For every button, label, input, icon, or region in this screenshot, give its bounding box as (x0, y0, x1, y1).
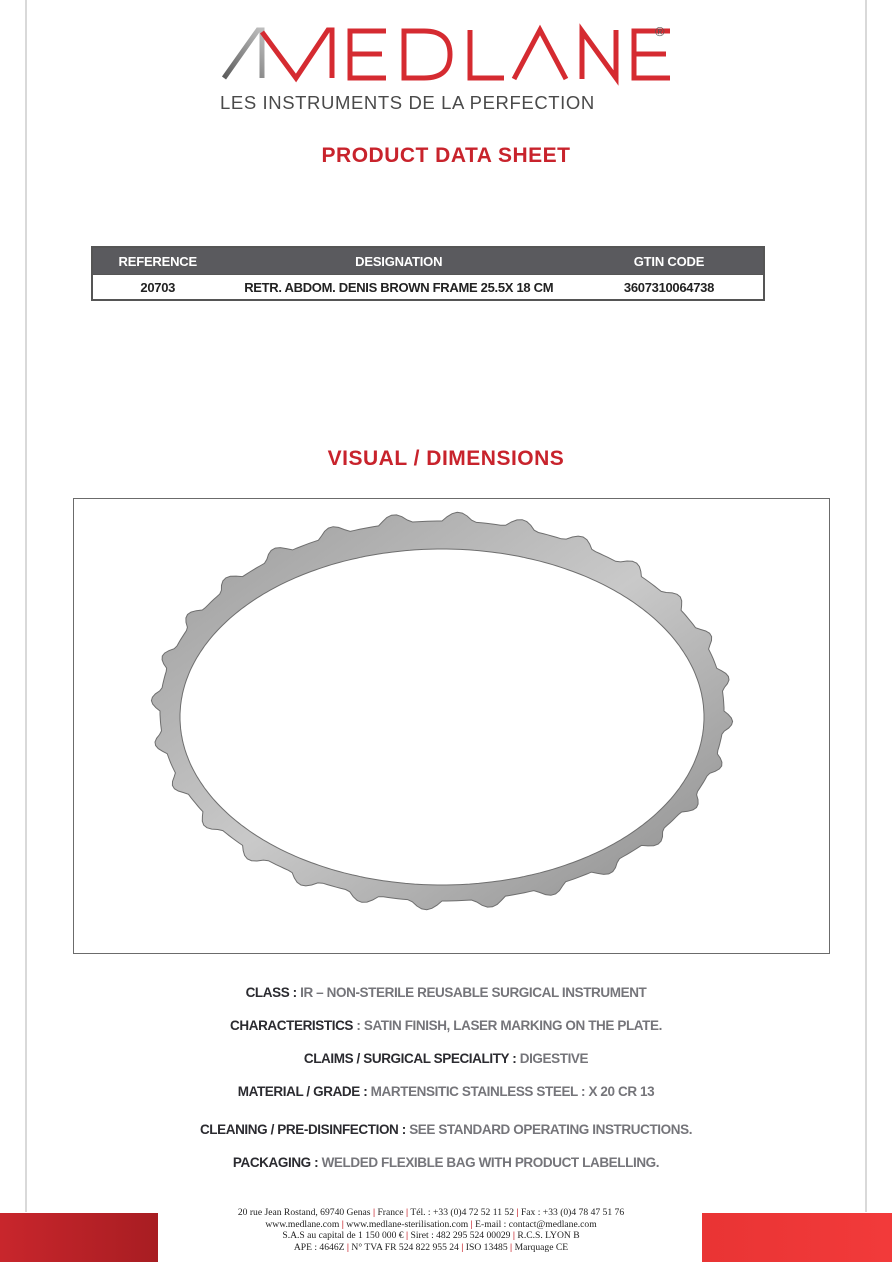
product-data-sheet-title: PRODUCT DATA SHEET (321, 144, 571, 167)
medlane-logo (218, 22, 678, 117)
header-designation: DESIGNATION (223, 247, 575, 275)
footer-red-bar-right (702, 1213, 892, 1262)
medlane-wordmark (218, 22, 678, 92)
spec-claims: CLAIMS / SURGICAL SPECIALITY : DIGESTIVE (303, 1051, 589, 1066)
footer-company-info (170, 1207, 692, 1253)
spec-class: CLASS : IR – NON-STERILE REUSABLE SURGICAL INSTRUMENT (245, 985, 647, 1000)
brand-tagline: LES INSTRUMENTS DE LA PERFECTION (220, 92, 595, 113)
cell-reference: 20703 (92, 275, 223, 301)
spec-cleaning: CLEANING / PRE-DISINFECTION : SEE STANDARD OPERATING INSTRUCTIONS. (199, 1122, 693, 1137)
cell-gtin: 3607310064738 (575, 275, 764, 301)
product-visual-frame (73, 498, 830, 954)
email-link[interactable]: E-mail : contact@medlane.com (475, 1218, 597, 1230)
frame-outer-edge (151, 512, 732, 909)
retractor-frame-image (74, 499, 831, 955)
website-link[interactable]: www.medlane.com (265, 1218, 340, 1230)
footer-line-certifications: APE : 4646Z | N° TVA FR 524 822 955 24 | ISO 13485 | Marquage CE (293, 1241, 569, 1253)
cell-designation: RETR. ABDOM. DENIS BROWN FRAME 25.5X 18 CM (223, 275, 575, 301)
header-reference: REFERENCE (92, 247, 223, 275)
table-header-row (92, 247, 764, 275)
registered-mark: ® (655, 24, 665, 39)
footer-red-bar-left (0, 1213, 158, 1262)
spec-characteristics: CHARACTERISTICS : SATIN FINISH, LASER MARKING ON THE PLATE. (230, 1018, 662, 1033)
reference-table (91, 246, 765, 301)
footer-line-address: 20 rue Jean Rostand, 69740 Genas | France | Tél. : +33 (0)4 72 52 11 52 | Fax : +33 (0)4 78 47 51 76 (237, 1207, 625, 1218)
visual-dimensions-title: VISUAL / DIMENSIONS (327, 447, 565, 470)
footer-line-web: www.medlane.com | www.medlane-sterilisation.com | E-mail : contact@medlane.com (265, 1218, 597, 1230)
header-gtin-code: GTIN CODE (575, 247, 764, 275)
spec-packaging: PACKAGING : WELDED FLEXIBLE BAG WITH PRODUCT LABELLING. (232, 1155, 660, 1170)
footer-line-legal: S.A.S au capital de 1 150 000 € | Siret : 482 295 524 00029 | R.C.S. LYON B (282, 1230, 580, 1241)
table-row (92, 275, 764, 301)
sterilisation-website-link[interactable]: www.medlane-sterilisation.com (346, 1218, 469, 1230)
spec-material: MATERIAL / GRADE : MARTENSITIC STAINLESS STEEL : X 20 CR 13 (237, 1084, 655, 1099)
